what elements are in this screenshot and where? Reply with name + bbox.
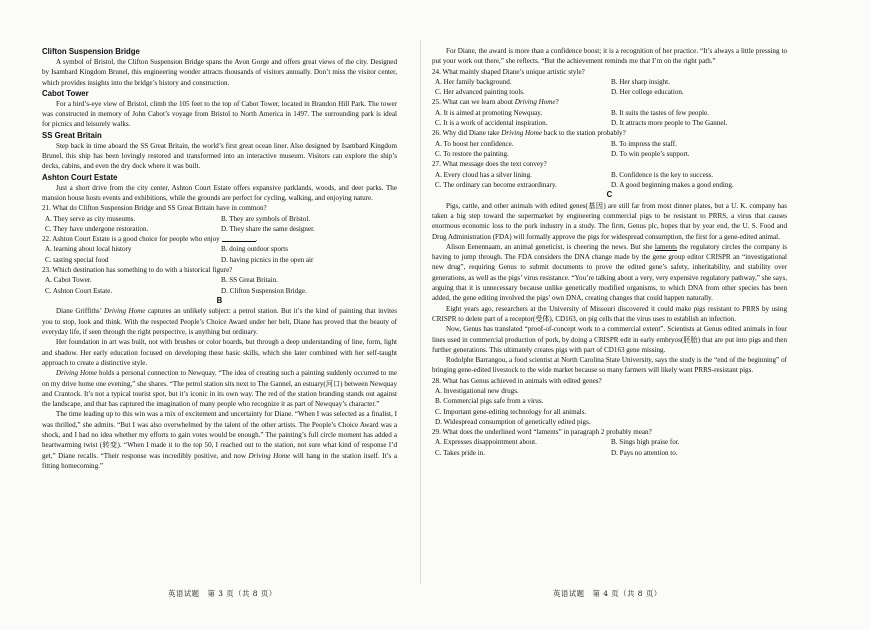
options-22 [42,244,397,265]
options-29 [432,437,787,458]
option-b: B. They are symbols of Bristol. [221,214,311,223]
option-d: D. Pays no attention to. [611,448,678,457]
page-footer-3: 英语试题 第 3 页（共 8 页） [168,589,277,598]
paragraph: Now, Genus has translated “proof-of-concept work to a commercial extent”. Scientists at Genus edited animals in four lines used in commercial production of pork, by doing a CRISPR edit in early embryos(胚胎) that are put into pigs and then further generations. This ultimately creates pigs with part of CD163 gene missing. [432,325,787,354]
option-d: D. They share the same designer. [221,224,315,233]
question-27: 27. What message does the text convey? [432,160,547,169]
option-d: D. Her college education. [611,88,684,97]
option-b: B. Confidence is the key to success. [611,170,714,179]
question-26: 26. Why did Diane take Driving Home back to the station probably? [432,129,626,138]
paragraph: Rodolphe Barrangou, a food scientist at North Carolina State University, says the study is the “end of the beginning” of bringing gene-edited livestock to the wide market because so many farmers will likely want PRRS-resistant pigs. [432,356,787,375]
option-a: A. Every cloud has a silver lining. [435,170,532,179]
question-21: 21. What do Clifton Suspension Bridge and SS Great Britain have in common? [42,204,267,213]
section-c-label: C [606,190,613,200]
left-page [42,46,397,471]
option-a: A. Expresses disappointment about. [435,438,537,447]
paragraph: For a bird’s-eye view of Bristol, climb the 105 feet to the top of Cabot Tower, located in Brandon Hill Park. The tower was constructed in memory of John Cabot’s voyage from Bristol to North America in 1497. The surrounding park is ideal for picnics and leisurely walks. [42,99,397,129]
option-a: A. To boost her confidence. [435,139,514,148]
option-c: C. It is a work of accidental inspiration. [435,119,548,128]
option-c: C. The ordinary can become extraordinary. [435,180,557,189]
option-c: C. tasting special food [45,255,109,264]
page-divider [420,40,421,584]
option-a: A. They serve as city museums. [45,214,136,223]
paragraph: Just a short drive from the city center, Ashton Court Estate offers expansive parklands, woods, and deer parks. The mansion house hosts events and exhibitions, while the grounds are perfect for cycling, walking, and enjoying nature. [42,183,397,202]
options-23 [42,275,397,296]
section-b-label: B [216,295,223,305]
option-b: B. Her sharp insight. [611,77,670,86]
question-23: 23. Which destination has something to do with a historical figure? [42,266,233,275]
paragraph: A symbol of Bristol, the Clifton Suspension Bridge spans the Avon Gorge and offers great views of the city. Designed by Isambard Kingdom Brunel, this engineering wonder attracts thousands of visitors annually. Don’t miss the visitor center, which provides insights into the bridge’s history and construction. [42,58,397,87]
question-28: 28. What has Genus achieved in animals with edited genes? [432,376,602,385]
option-d: D. Clifton Suspension Bridge. [221,286,307,295]
paragraph: Her foundation in art was built, not with brushes or color boards, but through a deep understanding of line, form, light and shadow. Her early education focused on developing these basic skills, which she later combined with her self-taught approach to create a distinctive style. [42,338,397,367]
option-a: A. Cabot Tower. [45,276,92,285]
section-title: Clifton Suspension Bridge [42,47,140,56]
paragraph: Driving Home holds a personal connection to Newquay. “The idea of creating such a painting suddenly occurred to me on my drive home one evening,” she shares. “The petrol station sits next to The Gannel, an estuary(河口) between Newquay and Crantock. It’s not a typical tourist spot, but it’s iconic in its own way. The red of the station branding stands out against the landscape, and that has captured the imagination of many people who recognize it as part of Newquay’s character.” [42,369,397,409]
options-27 [432,170,787,191]
question-24: 24. What mainly shaped Diane’s unique artistic style? [432,67,585,76]
options-24 [432,77,787,98]
question-22: 22. Ashton Court Estate is a good choice for people who enjoy . [42,235,258,244]
section-title: Ashton Court Estate [42,172,118,182]
right-page [432,46,787,458]
option-c: C. They have undergone restoration. [45,224,149,233]
option-b: B. Commercial pigs safe from a virus. [435,397,544,406]
underlined-word: laments [654,242,677,251]
option-a: A. Investigational new drugs. [435,387,519,395]
option-b: B. Sings high praise for. [611,438,680,447]
option-b: B. It suits the tastes of few people. [611,108,709,117]
paragraph: For Diane, the award is more than a confidence boost; it is a recognition of her practice. “It’s always a little pressing to put your work out there,” she reflects. “But the achievement reminds me that I’m on the right path.” [432,47,787,66]
options-28 [432,386,787,427]
option-c: C. Her advanced painting tools. [435,88,525,97]
answer-blank [222,234,256,242]
option-d: D. A good beginning makes a good ending. [611,180,734,189]
option-c: C. To restore the painting. [435,149,509,158]
option-b: B. To impress the staff. [611,139,677,148]
question-29: 29. What does the underlined word “laments” in paragraph 2 probably mean? [432,428,652,437]
section-title: SS Great Britain [42,130,102,140]
option-c: C. Ashton Court Estate. [45,286,113,295]
paragraph: Pigs, cattle, and other animals with edited genes(基因) are still far from most dinner plates, but a U. K. company has taken a big step toward the supermarket by engineering commercial pigs to be resistant to PRRS, a virus that causes enormous economic loss to the pork industry in a study. The firm, Genus plc, hopes that by year end, the U. S. Food and Drug Administration (FDA) will formally approve the pigs for widespread consumption, the first for a gene-edited animal. [432,201,787,241]
question-25: 25. What can we learn about Driving Home? [432,98,559,107]
paragraph: Diane Griffiths’ Driving Home captures an unlikely subject: a petrol station. But it’s the kind of painting that invites you to stop, look and think. With the respected People’s Choice Award under her belt, Diane has proved that the beauty of everyday life, if seen through the right perspective, is anything but ordinary. [42,307,397,337]
option-b: B. doing outdoor sports [221,245,288,254]
option-d: D. having picnics in the open air [221,255,314,264]
page-footer-4: 英语试题 第 4 页（共 8 页） [553,589,662,598]
option-d: D. It attracts more people to The Gannel. [611,119,728,128]
section-title: Cabot Tower [42,88,89,98]
paragraph: Step back in time aboard the SS Great Britain, the world’s first great ocean liner. Also designed by Isambard Kingdom Brunel, this ship has been lovingly restored and transformed into an interactive museum. Visitors can explore the ship’s decks, cabins, and even the dry dock where it was built. [42,141,397,171]
option-a: A. Her family background. [435,77,512,86]
option-a: A. learning about local history [45,245,132,254]
option-d: D. To win people’s support. [611,149,690,158]
option-c: C. Important gene-editing technology for all animals. [435,407,587,416]
options-25 [432,108,787,129]
option-b: B. SS Great Britain. [221,276,278,285]
paragraph: Alison Eenennaam, an animal geneticist, is cheering the news. But she laments the regulatory circles the company is having to jump through. The FDA considers the DNA change made by the gene group editor CRISPR an “investigational new drug”, requiring Genus to submit documents to prove the edited gene’s safety, inheritability, and stability over generations, as well as the pigs’ virus resistance. “You’re talking about a very, very expensive regulatory pathway,” she says, arguing that it is unnecessary because unlike genetically modified organisms, to which DNA from other species has been added, the gene editing involved the pigs’ own DNA, creating changes that could happen naturally. [432,242,787,303]
paragraph: The time leading up to this win was a mix of excitement and uncertainty for Diane. “When I was selected as a finalist, I was thrilled,” she admits. “But I was also overwhelmed by the talent of the other artists. The People’s Choice Award was a shock, and I had no idea whether my efforts to gain votes would be enough.” The painting’s full circle moment has added a heartwarming twist (转变). “When I made it to the top 50, I reached out to the station, not sure what kind of response I’d get,” Diane recalls. “Their response was incredibly positive, and now Driving Home will hang in the station itself. It’s a fitting homecoming.” [42,410,397,470]
option-a: A. It is aimed at promoting Newquay. [435,108,543,117]
paragraph: Eight years ago, researchers at the University of Missouri discovered it could make pigs resistant to PRRS by using CRISPR to delete part of a receptor(受体), CD163, on pig cells that the virus uses to establish an infection. [432,304,787,323]
option-c: C. Takes pride in. [435,448,486,457]
option-d: D. Widespread consumption of genetically edited pigs. [435,417,591,426]
options-21 [42,214,397,235]
options-26 [432,139,787,160]
